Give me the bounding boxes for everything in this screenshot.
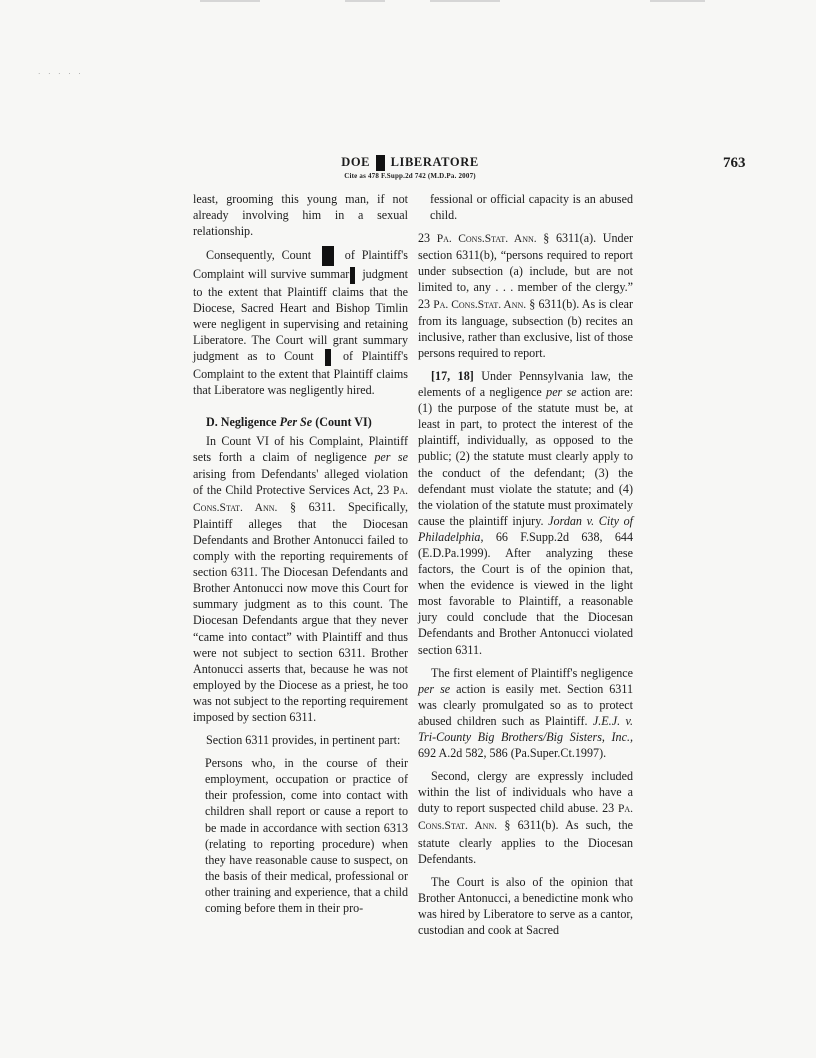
text-run: action is easily met. Section 6311 was clearly promulgated so as to protect abused children such as Plaintiff.: [418, 681, 634, 728]
scan-edge-artifacts: [0, 0, 816, 2]
text-run: 66 F.Supp.2d 638, 644 (E.D.Pa.1999). After analyzing these factors, the Court is of the opinion that, when the evidence is viewed in the light most favorable to Plaintiff, a reasonable jury could conclude that the Diocesan Defendants and Brother Antonucci violated section 6311.: [418, 529, 634, 657]
text-run: § 6311(b). As is clear from its language, subsection (b) recites an inclusive, rather than exclusive, list of those persons required to report.: [418, 296, 633, 360]
heading-text: D. Negligence: [206, 415, 277, 430]
scan-specks: · · · · ·: [38, 70, 84, 78]
case-name: Jordan v. City of Philadelphia,: [418, 513, 634, 544]
statute-abbrev: Pa. Cons.Stat. Ann.: [436, 233, 537, 246]
paragraph: least, grooming this young man, if not already involving him in a sexual relationship.: [193, 192, 408, 239]
redaction-bar: [350, 267, 355, 284]
text-run: Second, clergy are expressly included within the list of individuals who have a duty to report suspected child abuse. 23: [418, 769, 633, 816]
text-run: of Plaintiff's Complaint will survive summar: [193, 248, 408, 282]
text-run: The first element of Plaintiff's negligence: [431, 665, 633, 680]
text-italic: per se: [546, 385, 577, 400]
text-run: Consequently, Count: [206, 248, 312, 263]
text-run: § 6311(b). As such, the statute clearly applies to the Diocesan Defendants.: [418, 818, 633, 866]
text-run: § 6311(a). Under section 6311(b), “persons required to report under subsection (a) include, but are not limited to, any . . . member of the clergy.” 23: [418, 231, 633, 311]
text-run: action are: (1) the purpose of the statute must be, at least in part, to protect the interest of the plaintiff, individually, as opposed to the public; (2) the statute must clearly apply to the conduct of the defendant; (3) the defendant must violate the statute; and (4) the violation of the statute must proximately cause the plaintiff injury.: [418, 385, 634, 528]
paragraph: [418, 768, 633, 867]
heading-text: (Count VI): [315, 415, 372, 430]
citation-line: Cite as 478 F.Supp.2d 742 (M.D.Pa. 2007): [344, 172, 476, 181]
statute-abbrev: Pa. Cons.Stat. Ann.: [418, 803, 633, 833]
right-column: [418, 191, 633, 945]
case-title: [190, 155, 630, 171]
page-number: 763: [723, 155, 746, 171]
text-run: § 6311. Specifically, Plaintiff alleges that the Diocesan Defendants and Brother Antonucci failed to comply with the reporting requirements of section 6311. The Diocesan Defendants and Brother Antonucci now move this Court for summary judgment as to this count. The Diocesan Defendants argue that they never “came into contact” with Plaintiff and thus were not subject to section 6311. Brother Antonucci asserts that, because he was not employed by the Diocese as a priest, he too was not subject to the reporting requirement imposed by section 6311.: [193, 499, 408, 724]
case-title-left: DOE: [341, 155, 371, 169]
paragraph: [418, 230, 633, 361]
text-run: judgment to the extent that Plaintiff claims that the Diocese, Sacred Heart and Bishop Timlin were negligent in supervising and retaining Liberatore. The Court will grant summary judgment as to Count: [193, 267, 408, 364]
block-quote-continued: fessional or official capacity is an abused child.: [430, 192, 633, 223]
paragraph: [418, 665, 633, 762]
paragraph: [418, 368, 633, 658]
text-run: 23: [418, 231, 431, 246]
text-run: of Plaintiff's Complaint to the extent that Plaintiff claims that Liberatore was negligently hired.: [193, 349, 409, 398]
text-run: arising from Defendants' alleged violation of the Child Protective Services Act, 23: [193, 466, 408, 497]
heading-italic: Per Se: [279, 415, 313, 430]
case-title-right: LIBERATORE: [390, 155, 479, 169]
statute-abbrev: Pa. Cons.Stat. Ann.: [193, 484, 409, 514]
statute-abbrev: Pa. Cons.Stat. Ann.: [433, 298, 527, 311]
left-column: [193, 191, 408, 923]
redaction-bar: [376, 155, 385, 171]
text-run: Under Pennsylvania law, the elements of a negligence: [418, 368, 633, 400]
case-name: J.E.J. v. Tri-County Big Brothers/Big Sisters, Inc.,: [418, 713, 633, 744]
paragraph: [193, 246, 408, 398]
block-quote: Persons who, in the course of their employment, occupation or practice of their profession, come into contact with children shall report or cause a report to be made in accordance with section 6313 (relating to reporting procedure) when they have reasonable cause to suspect, on the basis of their medical, professional or other training and experience, that a child coming before them in their pro-: [205, 756, 408, 915]
paragraph: Section 6311 provides, in pertinent part:: [206, 733, 401, 748]
text-italic: per se: [374, 450, 409, 465]
redaction-bar: [325, 349, 331, 366]
text-run: 692 A.2d 582, 586 (Pa.Super.Ct.1997).: [418, 746, 607, 761]
section-heading: [206, 414, 408, 430]
paragraph: The Court is also of the opinion that Brother Antonucci, a benedictine monk who was hired by Liberatore to serve as a cantor, custodian and cook at Sacred: [418, 874, 633, 938]
paragraph: [193, 433, 408, 725]
redaction-bar: [322, 246, 334, 266]
running-header: [190, 155, 630, 180]
text-run: In Count VI of his Complaint, Plaintiff sets forth a claim of negligence: [193, 434, 408, 465]
text-italic: per se: [418, 681, 451, 696]
headnote-number: [17, 18]: [431, 368, 474, 383]
